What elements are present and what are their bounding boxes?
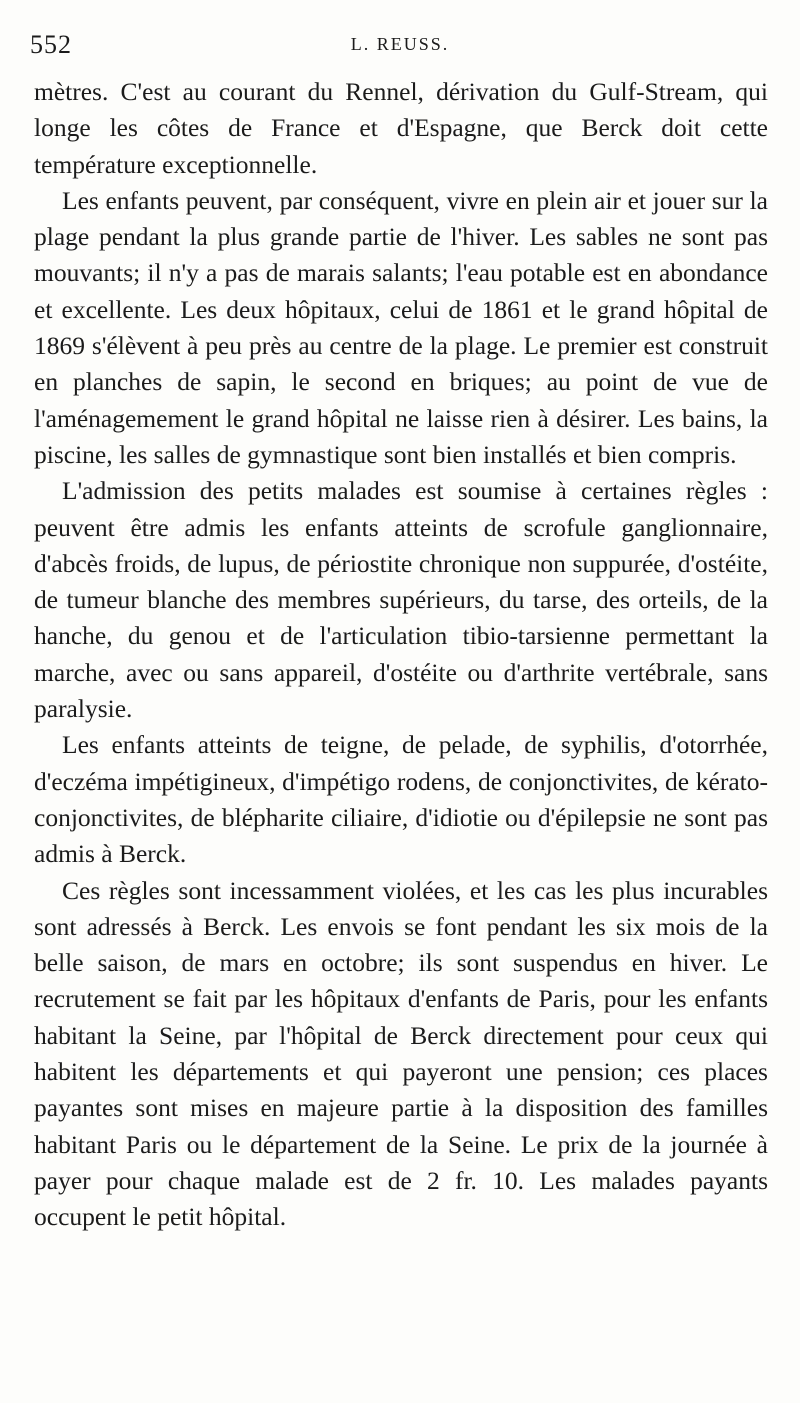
running-head: L. REUSS.: [350, 34, 450, 54]
paragraph: L'admission des petits malades est soumise à certaines règles : peuvent être admis les enfants atteints de scrofule ganglionnaire, d'abcès froids, de lupus, de périostite chronique non suppurée, d'ostéite, de tumeur blanche des membres supérieurs, du tarse, des orteils, de la hanche, du genou et de l'articulation tibio-tarsienne permettant la marche, avec ou sans appareil, d'ostéite ou d'arthrite vertébrale, sans paralysie.: [34, 476, 768, 724]
paragraph: Les enfants peuvent, par conséquent, vivre en plein air et jouer sur la plage pendant la plus grande partie de l'hiver. Les sables ne sont pas mouvants; il n'y a pas de marais salants; l'eau potable est en abondance et excellente. Les deux hôpitaux, celui de 1861 et le grand hôpital de 1869 s'élèvent à peu près au centre de la plage. Le premier est construit en planches de sapin, le second en briques; au point de vue de l'aménagemement le grand hôpital ne laisse rien à désirer. Les bains, la piscine, les salles de gymnastique sont bien installés et bien compris.: [34, 185, 768, 469]
page-number: 552: [30, 30, 72, 59]
body-text: [34, 74, 768, 1236]
paragraph: Les enfants atteints de teigne, de pelade, de syphilis, d'otorrhée, d'eczéma impétigineux, d'impétigo rodens, de conjonctivites, de kérato-conjonctivites, de blépharite ciliaire, d'idiotie ou d'épilepsie ne sont pas admis à Berck.: [34, 730, 768, 869]
page-header: [30, 30, 770, 70]
paragraph: mètres. C'est au courant du Rennel, dérivation du Gulf-Stream, qui longe les côtes de France et d'Espagne, que Berck doit cette température exceptionnelle.: [34, 77, 768, 179]
paragraph: Ces règles sont incessamment violées, et les cas les plus incurables sont adressés à Berck. Les envois se font pendant les six mois de la belle saison, de mars en octobre; ils sont suspendus en hiver. Le recrutement se fait par les hôpitaux d'enfants de Paris, pour les enfants habitant la Seine, par l'hôpital de Berck directement pour ceux qui habitent les départements et qui payeront une pension; ces places payantes sont mises en majeure partie à la disposition des familles habitant Paris ou le département de la Seine. Le prix de la journée à payer pour chaque malade est de 2 fr. 10. Les malades payants occupent le petit hôpital.: [34, 875, 768, 1232]
